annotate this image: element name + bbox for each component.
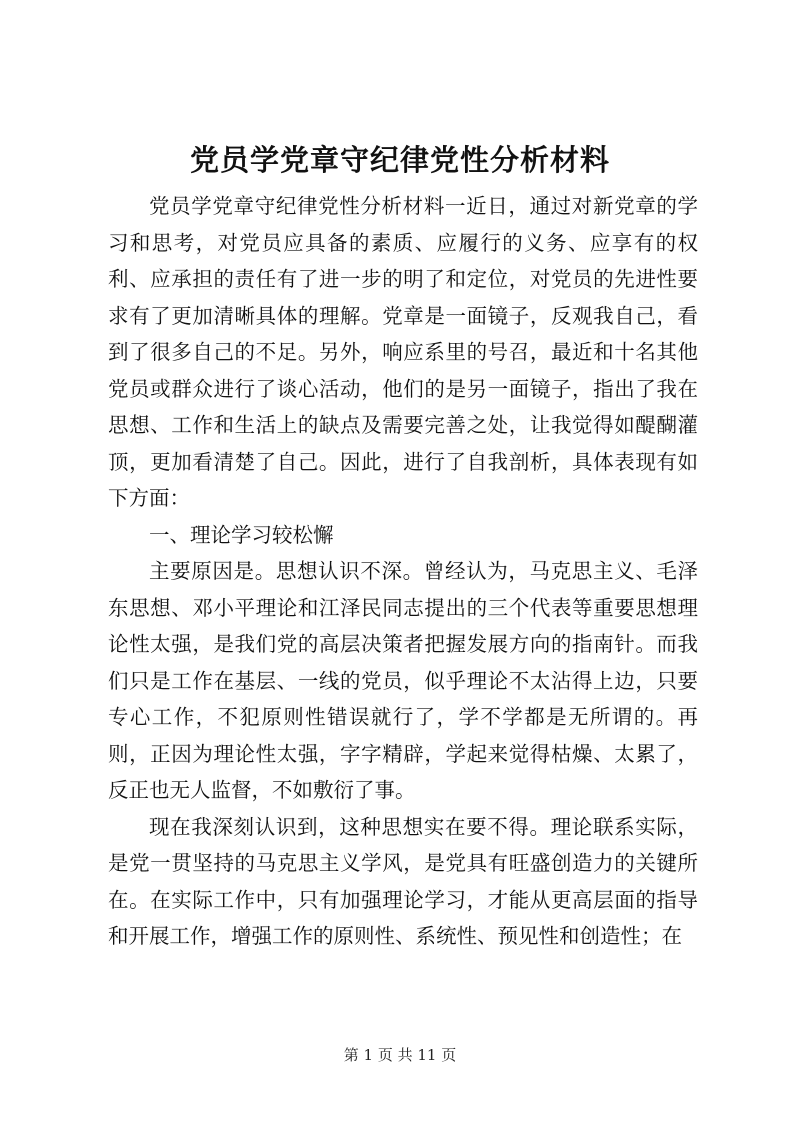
- paragraph-intro: 党员学党章守纪律党性分析材料一近日，通过对新党章的学习和思考，对党员应具备的素质、应履行的义务、应享有的权利、应承担的责任有了进一步的明了和定位，对党员的先进性要求有了更加清晰具体的理解。党章是一面镜子，反观我自己，看到了很多自己的不足。另外，响应系里的号召，最近和十名其他党员或群众进行了谈心活动，他们的是另一面镜子，指出了我在思想、工作和生活上的缺点及需要完善之处，让我觉得如醍醐灌顶，更加看清楚了自己。因此，进行了自我剖析，具体表现有如下方面：: [108, 194, 698, 510]
- section-heading: 一、理论学习较松懈: [149, 522, 334, 547]
- paragraph-reflection: 现在我深刻认识到，这种思想实在要不得。理论联系实际，是党一贯坚持的马克思主义学风，是党具有旺盛创造力的关键所在。在实际工作中，只有加强理论学习，才能从更高层面的指导和开展工作，增强工作的原则性、系统性、预见性和创造性；在: [108, 814, 698, 948]
- page-footer: 第 1 页 共 11 页: [343, 1046, 457, 1064]
- paragraph-reason: 主要原因是。思想认识不深。曾经认为，马克思主义、毛泽东思想、邓小平理论和江泽民同志提出的三个代表等重要思想理论性太强，是我们党的高层决策者把握发展方向的指南针。而我们只是工作在基层、一线的党员，似乎理论不太沾得上边，只要专心工作，不犯原则性错误就行了，学不学都是无所谓的。再则，正因为理论性太强，字字精辟，学起来觉得枯燥、太累了，反正也无人监督，不如敷衍了事。: [108, 559, 698, 802]
- document-title: 党员学党章守纪律党性分析材料: [189, 143, 610, 177]
- document-body: [108, 188, 698, 955]
